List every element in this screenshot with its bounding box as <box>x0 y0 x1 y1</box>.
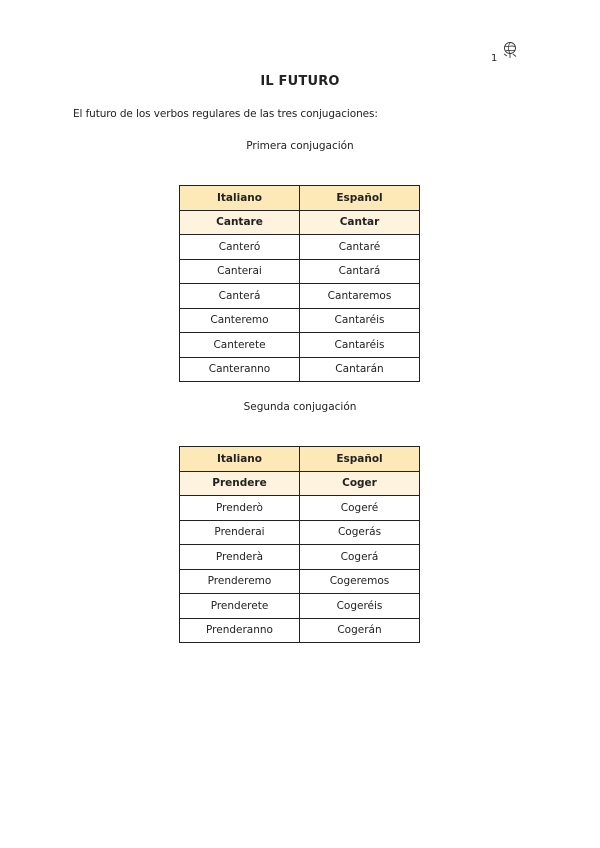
table-cell: Cantar <box>300 210 420 235</box>
table-cell: Prenderai <box>180 520 300 545</box>
table-cell: Canterai <box>180 259 300 284</box>
table-cell: Canteremo <box>180 308 300 333</box>
page-number: 1 <box>491 53 498 64</box>
table-cell: Canteranno <box>180 357 300 382</box>
infinitive-row <box>180 210 420 235</box>
conjugation-table-primera <box>179 185 420 382</box>
table-header-row <box>180 186 420 211</box>
table-row <box>180 284 420 309</box>
page-title: IL FUTURO <box>260 74 340 89</box>
column-header-italiano: Italiano <box>180 447 300 472</box>
intro-text: El futuro de los verbos regulares de las tres conjugaciones: <box>73 108 378 120</box>
column-header-espanol: Español <box>300 447 420 472</box>
section-heading-primera: Primera conjugación <box>246 140 354 152</box>
table-cell: Cogerán <box>300 618 420 643</box>
table-row <box>180 308 420 333</box>
table-cell: Prenderete <box>180 594 300 619</box>
table-row <box>180 520 420 545</box>
table-cell: Cantaréis <box>300 333 420 358</box>
table-row <box>180 569 420 594</box>
table-cell: Cantaréis <box>300 308 420 333</box>
globe-doodle-icon <box>501 40 519 60</box>
table-cell: Cantará <box>300 259 420 284</box>
table-cell: Prenderà <box>180 545 300 570</box>
table-cell: Cantarán <box>300 357 420 382</box>
table-header-row <box>180 447 420 472</box>
table-row <box>180 496 420 521</box>
table-cell: Cantare <box>180 210 300 235</box>
table-row <box>180 333 420 358</box>
table-row <box>180 594 420 619</box>
table-cell: Canterá <box>180 284 300 309</box>
column-header-espanol: Español <box>300 186 420 211</box>
table-row <box>180 235 420 260</box>
table-row <box>180 357 420 382</box>
column-header-italiano: Italiano <box>180 186 300 211</box>
table-cell: Canteró <box>180 235 300 260</box>
table-cell: Prenderò <box>180 496 300 521</box>
infinitive-row <box>180 471 420 496</box>
table-row <box>180 545 420 570</box>
table-cell: Prendere <box>180 471 300 496</box>
section-heading-segunda: Segunda conjugación <box>243 401 357 413</box>
table-cell: Cogeré <box>300 496 420 521</box>
table-cell: Coger <box>300 471 420 496</box>
table-cell: Canterete <box>180 333 300 358</box>
table-cell: Prenderemo <box>180 569 300 594</box>
table-cell: Cogeréis <box>300 594 420 619</box>
table-cell: Cantaré <box>300 235 420 260</box>
table-cell: Cogerá <box>300 545 420 570</box>
conjugation-table-segunda <box>179 446 420 643</box>
table-row <box>180 618 420 643</box>
table-cell: Cogeremos <box>300 569 420 594</box>
table-cell: Cogerás <box>300 520 420 545</box>
table-cell: Prenderanno <box>180 618 300 643</box>
table-cell: Cantaremos <box>300 284 420 309</box>
table-row <box>180 259 420 284</box>
